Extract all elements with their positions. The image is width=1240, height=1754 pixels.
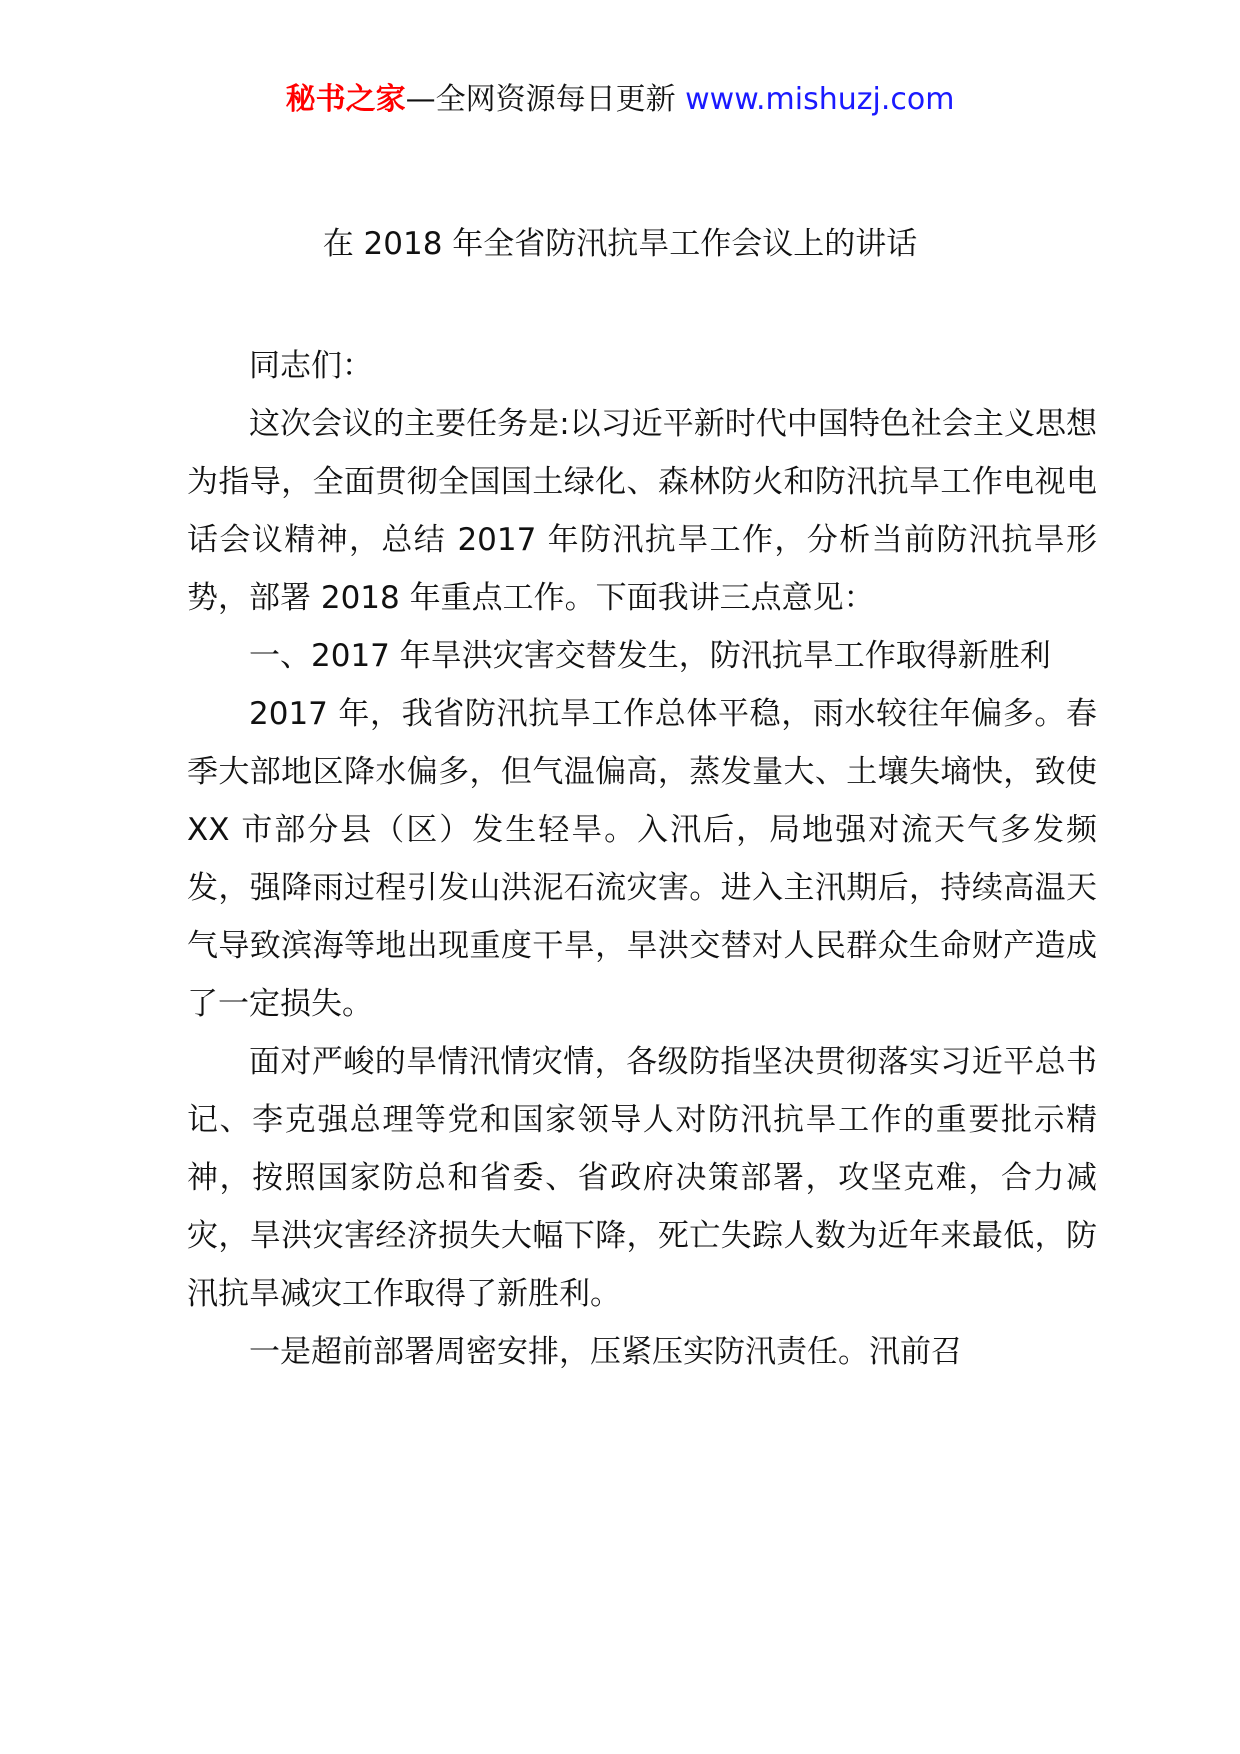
brand-name: 秘书之家 — [285, 82, 406, 117]
salutation-paragraph: 同志们： — [249, 348, 373, 384]
site-header — [0, 80, 1240, 120]
body-paragraph: 一是超前部署周密安排，压紧压实防汛责任。汛前召 — [249, 1334, 962, 1370]
document-body — [187, 337, 1097, 1381]
site-url-link[interactable]: www.mishuzj.com — [685, 82, 955, 117]
header-tagline: —全网资源每日更新 — [405, 82, 686, 117]
body-paragraph: 面对严峻的旱情汛情灾情，各级防指坚决贯彻落实习近平总书记、李克强总理等党和国家领导人对防汛抗旱工作的重要批示精神，按照国家防总和省委、省政府决策部署，攻坚克难，合力减灾，旱洪灾害经济损失大幅下降，死亡失踪人数为近年来最低，防汛抗旱减灾工作取得了新胜利。 — [187, 1044, 1097, 1312]
intro-paragraph: 这次会议的主要任务是:以习近平新时代中国特色社会主义思想为指导，全面贯彻全国国土绿化、森林防火和防汛抗旱工作电视电话会议精神，总结 2017 年防汛抗旱工作，分析当前防汛抗旱形势，部署 2018 年重点工作。下面我讲三点意见： — [187, 406, 1097, 616]
section-heading-1: 一、2017 年旱洪灾害交替发生，防汛抗旱工作取得新胜利 — [249, 638, 1051, 674]
document-title: 在 2018 年全省防汛抗旱工作会议上的讲话 — [322, 226, 918, 262]
body-paragraph: 2017 年，我省防汛抗旱工作总体平稳，雨水较往年偏多。春季大部地区降水偏多，但气温偏高，蒸发量大、土壤失墒快，致使 XX 市部分县（区）发生轻旱。入汛后，局地强对流天气多发频发，强降雨过程引发山洪泥石流灾害。进入主汛期后，持续高温天气导致滨海等地出现重度干旱，旱洪交替对人民群众生命财产造成了一定损失。 — [187, 696, 1097, 1022]
